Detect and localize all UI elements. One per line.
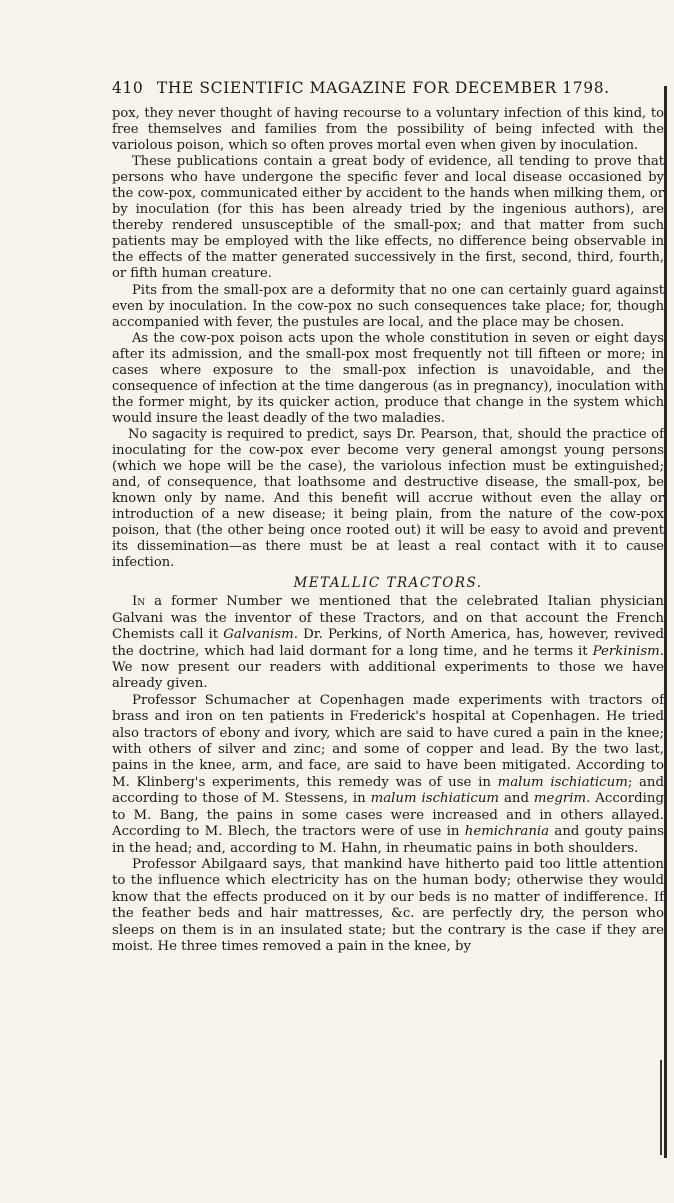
section-metallic-tractors <box>112 594 664 955</box>
term-perkinism: Perkinism <box>592 643 660 659</box>
running-header <box>112 79 662 97</box>
text-run: a former Number we mentioned that the celebrated Italian physician Galvani was the inventor of these Tractors, and on that account the French Chemists call it <box>112 594 664 643</box>
paragraph-cow-pox-poison: As the cow-pox poison acts upon the whole constitution in seven or eight days after its admission, and the small-pox most frequently not till fifteen or more; in cases where exposure to the small-pox infection is unavoidable, and the consequence of infection at the time dangerous (as in pregnancy), inoculation with the former might, by its quicker action, produce that change in the system which would insure the least deadly of the two maladies. <box>112 330 664 426</box>
article-body <box>112 106 664 955</box>
paragraph-galvani <box>112 594 664 692</box>
text-run: and gouty pains in the head; and, according to M. Hahn, in rheumatic pains in both shoulders. <box>112 824 664 856</box>
paragraph-abilgaard: Professor Abilgaard says, that mankind have hitherto paid too little attention to the influence which electricity has on the human body; otherwise they would know that the effects produced on it by our beds is no matter of indifference. If the feather beds and hair mattresses, &c. are perfectly dry, the person who sleeps on them is in an insulated state; but the contrary is the case if they are moist. He three times removed a pain in the knee, by <box>112 856 664 954</box>
text-run: . According to M. Bang, the pains in some cases were increased and in others allayed. According to M. Blech, the tractors were of use in <box>112 791 664 840</box>
text-run: Professor Schumacher at Copenhagen made experiments with tractors of brass and iron on ten patients in Frederick's hospital at Copenhagen. He tried also tractors of ebony and ivory, which are said to have cured a pain in the knee; with others of silver and zinc; and some of copper and lead. By the two last, pains in the knee, arm, and face, are said to have been mitigated. According to M. Klinberg's experiments, this remedy was of use in <box>112 692 664 790</box>
binding-edge-shadow <box>660 1060 662 1155</box>
text-run: . Dr. Perkins, of North America, has, however, revived the doctrine, which had laid dormant for a long time, and he terms it <box>112 627 664 659</box>
page-number: 410 <box>112 79 144 97</box>
text-run: ; and according to those of M. Stessens, in <box>112 774 665 807</box>
paragraph-sagacity: No sagacity is required to predict, says Dr. Pearson, that, should the practice of inoculating for the cow-pox ever become very general amongst young persons (which we hope will be the case), the variolous infection must be extinguished; and, of consequence, that loathsome and destructive disease, the small-pox, be known only by name. And this benefit will accrue without even the allay or introduction of a new disease; it being plain, from the nature of the cow-pox poison, that (the other being once rooted out) it will be easy to avoid and prevent its dissemination—as there must be at least a real contact with it to cause infection. <box>112 426 664 571</box>
paragraph-pits: Pits from the small-pox are a deformity that no one can certainly guard against even by inoculation. In the cow-pox no such consequences take place; for, though accompanied with fever, the pustules are local, and the place may be chosen. <box>112 282 664 330</box>
term-malum-ischiaticum: malum ischiaticum <box>497 774 628 790</box>
dropcap-word: In <box>132 594 146 610</box>
paragraph-publications: These publications contain a great body of evidence, all tending to prove that persons who have undergone the specific fever and local disease occasioned by the cow-pox, communicated either by accident to the hands when milking them, or by inoculation (for this has been already tried by the ingenious authors), are thereby rendered unsusceptible of the small-pox; and that matter from such patients may be employed with the like effects, no difference being observable in the effects of the matter generated successively in the first, second, third, fourth, or fifth human creature. <box>112 154 664 282</box>
running-title: THE SCIENTIFIC MAGAZINE FOR DECEMBER 1798. <box>156 79 610 97</box>
paragraph-schumacher <box>112 693 664 857</box>
binding-edge-rule <box>664 86 667 1158</box>
term-megrim: megrim <box>533 791 587 807</box>
paragraph-continuation: pox, they never thought of having recourse to a voluntary infection of this kind, to free themselves and families from the possibility of being infected with the variolous poison, which so often proves mortal even when given by inoculation. <box>112 106 664 154</box>
term-malum-ischiaticum: malum ischiaticum <box>370 791 500 807</box>
section-heading: METALLIC TRACTORS. <box>293 575 483 592</box>
term-hemichrania: hemichrania <box>464 824 550 840</box>
term-galvanism: Galvanism <box>223 627 294 643</box>
text-run: . We now present our readers with additional experiments to those we have already given. <box>112 643 664 692</box>
text-run: and <box>499 791 534 807</box>
